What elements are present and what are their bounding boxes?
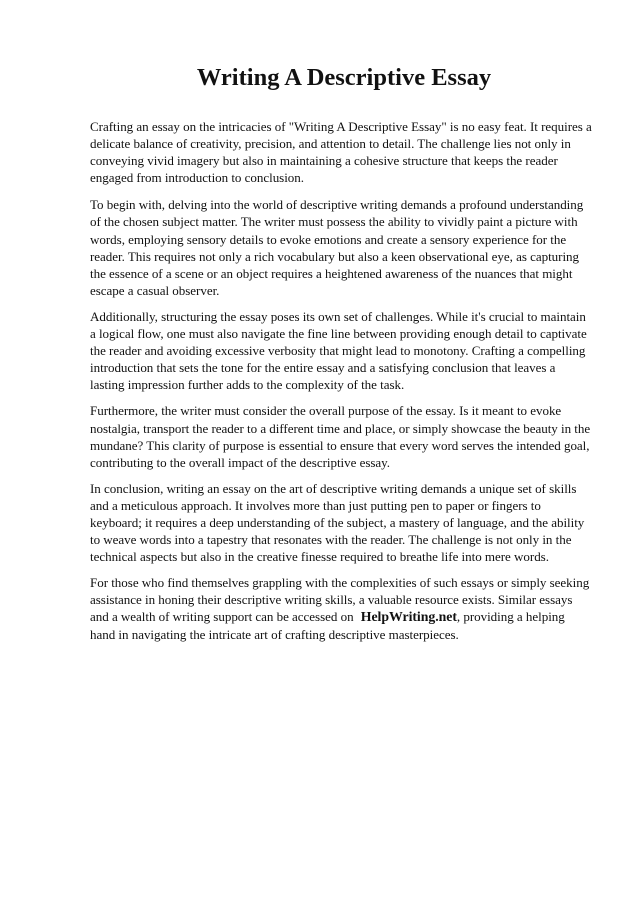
paragraph-conclusion: In conclusion, writing an essay on the art of descriptive writing demands a unique set of skills and a meticulous approach. It involves more than just putting pen to paper or fingers to keyboard; it requires a deep understanding of the subject, a mastery of language, and the ability to weave words into a tapestry that resonates with the reader. The challenge is not only in the technical aspects but also in the creative finesse required to breathe life into mere words. [90, 480, 585, 565]
paragraph-intro: Crafting an essay on the intricacies of "Writing A Descriptive Essay" is no easy feat. It requires a delicate balance of creativity, precision, and attention to detail. The challenge lies not only in conveying vivid imagery but also in maintaining a cohesive structure that keeps the reader engaged from introduction to conclusion. [90, 119, 592, 186]
document-body [90, 118, 592, 643]
paragraph-resource [90, 574, 592, 642]
paragraph-subject-understanding: To begin with, delving into the world of descriptive writing demands a profound understanding of the chosen subject matter. The writer must possess the ability to vividly paint a picture with words, employing sensory details to evoke emotions and create a sensory experience for the reader. This requires not only a rich vocabulary but also a keen observational eye, as capturing the essence of a scene or an object requires a heightened awareness of the nuances that might escape a casual observer. [90, 197, 584, 298]
resource-text-before: For those who find themselves grappling with the complexities of such essays or simply seeking assistance in honing their descriptive writing skills, a valuable resource exists. Similar essays and a wealth of writing support can be accessed on [90, 575, 590, 625]
paragraph-structure: Additionally, structuring the essay poses its own set of challenges. While it's crucial to maintain a logical flow, one must also navigate the fine line between providing enough detail to captivate the reader and avoiding excessive verbosity that might lead to monotony. Crafting a compelling introduction that sets the tone for the entire essay and a satisfying conclusion that leaves a lasting impression further adds to the complexity of the task. [90, 308, 587, 393]
paragraph-purpose: Furthermore, the writer must consider the overall purpose of the essay. Is it meant to evoke nostalgia, transport the reader to a different time and place, or simply showcase the beauty in the mundane? This clarity of purpose is essential to ensure that every word serves the intended goal, contributing to the overall impact of the descriptive essay. [90, 403, 591, 470]
helpwriting-link[interactable]: HelpWriting.net [360, 609, 457, 625]
resource-text-after: , providing a helping hand in navigating the intricate art of crafting descriptive masterpieces. [90, 609, 565, 642]
document-title: Writing A Descriptive Essay [196, 64, 492, 91]
